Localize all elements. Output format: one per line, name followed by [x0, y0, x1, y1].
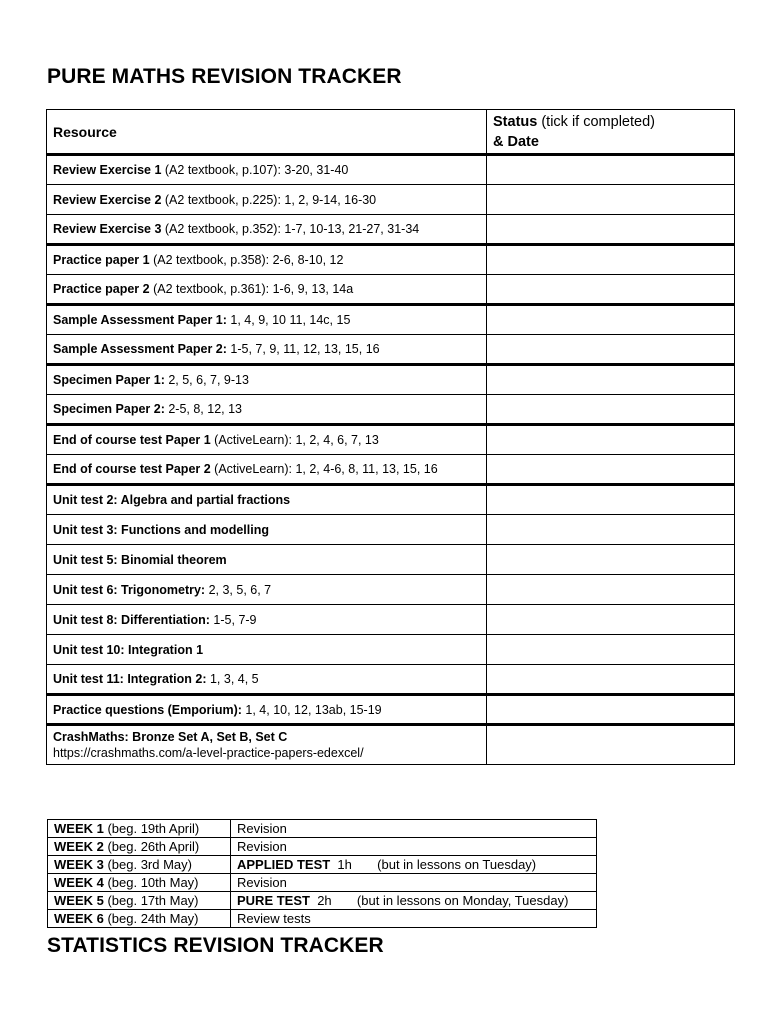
week-date: (beg. 24th May)	[103, 911, 199, 926]
resource-cell	[47, 695, 487, 725]
resource-cell	[47, 635, 487, 665]
week-date: (beg. 26th April)	[103, 839, 200, 854]
table-row	[47, 665, 735, 695]
week-row	[48, 874, 597, 892]
resource-detail: (A2 textbook, p.225): 1, 2, 9-14, 16-30	[161, 192, 377, 207]
plan-cell	[231, 910, 597, 928]
resource-name: Review Exercise 3	[53, 222, 162, 236]
resource-detail: (ActiveLearn): 1, 2, 4, 6, 7, 13	[210, 433, 379, 447]
week-cell	[48, 856, 231, 874]
resource-detail: (A2 textbook, p.352): 1-7, 10-13, 21-27, 31-34	[161, 222, 420, 236]
status-cell[interactable]	[487, 155, 735, 185]
revision-tracker-table	[46, 109, 735, 765]
plan-text: Review tests	[237, 911, 311, 926]
week-label: WEEK 4	[54, 875, 104, 890]
week-schedule-table	[47, 819, 597, 928]
resource-name: Unit test 6: Trigonometry:	[53, 582, 206, 597]
status-cell[interactable]	[487, 635, 735, 665]
resource-cell	[47, 305, 487, 335]
table-row	[47, 425, 735, 455]
status-cell[interactable]	[487, 365, 735, 395]
resource-name: Specimen Paper 2:	[53, 402, 165, 416]
week-label: WEEK 1	[54, 821, 104, 836]
resource-detail: 1, 3, 4, 5	[206, 672, 259, 686]
page-title: PURE MATHS REVISION TRACKER	[47, 65, 402, 88]
week-date: (beg. 3rd May)	[103, 857, 192, 872]
status-cell[interactable]	[487, 275, 735, 305]
resource-name: Unit test 8: Differentiation:	[53, 612, 210, 627]
week-date: (beg. 10th May)	[103, 875, 199, 890]
status-header-date: & Date	[493, 133, 539, 150]
resource-name: Unit test 11: Integration 2:	[53, 672, 207, 686]
table-row	[47, 635, 735, 665]
table-row	[47, 605, 735, 635]
resource-name: Review Exercise 2	[53, 192, 162, 207]
resource-name: Review Exercise 1	[53, 163, 162, 177]
week-label: WEEK 2	[54, 839, 104, 854]
week-label: WEEK 3	[54, 857, 104, 872]
table-row	[47, 245, 735, 275]
resource-detail: 1, 4, 9, 10 11, 14c, 15	[226, 313, 351, 327]
resource-cell	[47, 425, 487, 455]
resource-name: Unit test 3: Functions and modelling	[53, 522, 269, 537]
resource-cell	[47, 485, 487, 515]
week-label: WEEK 5	[54, 893, 104, 908]
resource-cell	[47, 245, 487, 275]
resource-name: Unit test 5: Binomial theorem	[53, 552, 227, 567]
resource-cell	[47, 605, 487, 635]
resource-cell	[47, 155, 487, 185]
status-header-note: (tick if completed)	[537, 113, 655, 130]
status-cell[interactable]	[487, 215, 735, 245]
resource-detail: 1, 4, 10, 12, 13ab, 15-19	[241, 702, 382, 717]
resource-name: Unit test 2: Algebra and partial fractions	[53, 493, 291, 507]
week-cell	[48, 874, 231, 892]
resource-name: Practice questions (Emporium):	[53, 702, 242, 717]
table-row	[47, 215, 735, 245]
resource-cell	[47, 455, 487, 485]
resource-detail: (ActiveLearn): 1, 2, 4-6, 8, 11, 13, 15, 16	[210, 462, 438, 476]
resource-name: Sample Assessment Paper 2:	[53, 342, 227, 356]
resource-name: Practice paper 2	[53, 282, 150, 296]
plan-cell	[231, 856, 597, 874]
week-row	[48, 910, 597, 928]
resource-cell	[47, 545, 487, 575]
status-cell[interactable]	[487, 605, 735, 635]
table-row	[47, 365, 735, 395]
resource-cell	[47, 665, 487, 695]
resource-name: Unit test 10: Integration 1	[53, 642, 204, 657]
table-row	[47, 485, 735, 515]
plan-cell	[231, 874, 597, 892]
resource-name: CrashMaths: Bronze Set A, Set B, Set C	[53, 730, 288, 744]
plan-text: 2h (but in lessons on Monday, Tuesday)	[309, 893, 569, 908]
plan-text: Revision	[237, 839, 287, 854]
status-cell[interactable]	[487, 515, 735, 545]
status-cell[interactable]	[487, 665, 735, 695]
resource-cell	[47, 185, 487, 215]
status-cell[interactable]	[487, 305, 735, 335]
table-row	[47, 305, 735, 335]
table-row	[47, 155, 735, 185]
resource-name: Sample Assessment Paper 1:	[53, 313, 227, 327]
resource-detail: 1-5, 7, 9, 11, 12, 13, 15, 16	[226, 342, 380, 356]
plan-cell	[231, 838, 597, 856]
week-row	[48, 856, 597, 874]
resource-cell	[47, 275, 487, 305]
resource-name: Practice paper 1	[53, 253, 150, 267]
resource-name: End of course test Paper 2	[53, 462, 211, 476]
week-row	[48, 820, 597, 838]
week-cell	[48, 892, 231, 910]
status-cell[interactable]	[487, 185, 735, 215]
resource-cell	[47, 395, 487, 425]
plan-cell	[231, 820, 597, 838]
resource-detail: (A2 textbook, p.361): 1-6, 9, 13, 14a	[149, 282, 354, 296]
status-cell[interactable]	[487, 425, 735, 455]
week-label: WEEK 6	[54, 911, 104, 926]
status-cell[interactable]	[487, 395, 735, 425]
crashmaths-link[interactable]: https://crashmaths.com/a-level-practice-papers-edexcel/	[53, 746, 364, 760]
resource-cell	[47, 365, 487, 395]
table-row	[47, 275, 735, 305]
resource-detail: 2, 5, 6, 7, 9-13	[164, 373, 249, 387]
week-cell	[48, 838, 231, 856]
table-row	[47, 455, 735, 485]
status-cell[interactable]	[487, 695, 735, 725]
plan-text: Revision	[237, 821, 287, 836]
resource-cell	[47, 215, 487, 245]
week-row	[48, 838, 597, 856]
tracker-header-row	[47, 110, 735, 155]
status-header-bold: Status	[493, 113, 538, 130]
plan-text: 1h (but in lessons on Tuesday)	[330, 857, 537, 872]
resource-name: Specimen Paper 1:	[53, 373, 165, 387]
week-date: (beg. 19th April)	[103, 821, 200, 836]
statistics-title: STATISTICS REVISION TRACKER	[47, 934, 384, 957]
resource-column-header: Resource	[47, 110, 487, 155]
resource-detail: 1-5, 7-9	[209, 612, 257, 627]
table-row	[47, 515, 735, 545]
table-row	[47, 185, 735, 215]
plan-cell	[231, 892, 597, 910]
table-row	[47, 575, 735, 605]
plan-text: Revision	[237, 875, 287, 890]
status-cell[interactable]	[487, 575, 735, 605]
status-cell[interactable]	[487, 725, 735, 765]
table-row	[47, 335, 735, 365]
resource-name: End of course test Paper 1	[53, 433, 211, 447]
week-cell	[48, 820, 231, 838]
status-cell[interactable]	[487, 485, 735, 515]
status-cell[interactable]	[487, 335, 735, 365]
status-cell[interactable]	[487, 245, 735, 275]
resource-cell	[47, 515, 487, 545]
resource-detail: 2, 3, 5, 6, 7	[205, 582, 272, 597]
week-date: (beg. 17th May)	[103, 893, 199, 908]
status-column-header	[487, 110, 735, 155]
plan-bold: APPLIED TEST	[237, 857, 331, 872]
status-cell[interactable]	[487, 455, 735, 485]
table-row	[47, 395, 735, 425]
status-cell[interactable]	[487, 545, 735, 575]
table-row	[47, 695, 735, 725]
plan-bold: PURE TEST	[237, 893, 310, 908]
resource-detail: 2-5, 8, 12, 13	[164, 402, 242, 416]
resource-cell	[47, 575, 487, 605]
resource-detail: (A2 textbook, p.107): 3-20, 31-40	[161, 163, 349, 177]
week-cell	[48, 910, 231, 928]
table-row	[47, 725, 735, 765]
table-row	[47, 545, 735, 575]
resource-cell	[47, 725, 487, 765]
week-row	[48, 892, 597, 910]
resource-cell	[47, 335, 487, 365]
resource-detail: (A2 textbook, p.358): 2-6, 8-10, 12	[149, 253, 344, 267]
